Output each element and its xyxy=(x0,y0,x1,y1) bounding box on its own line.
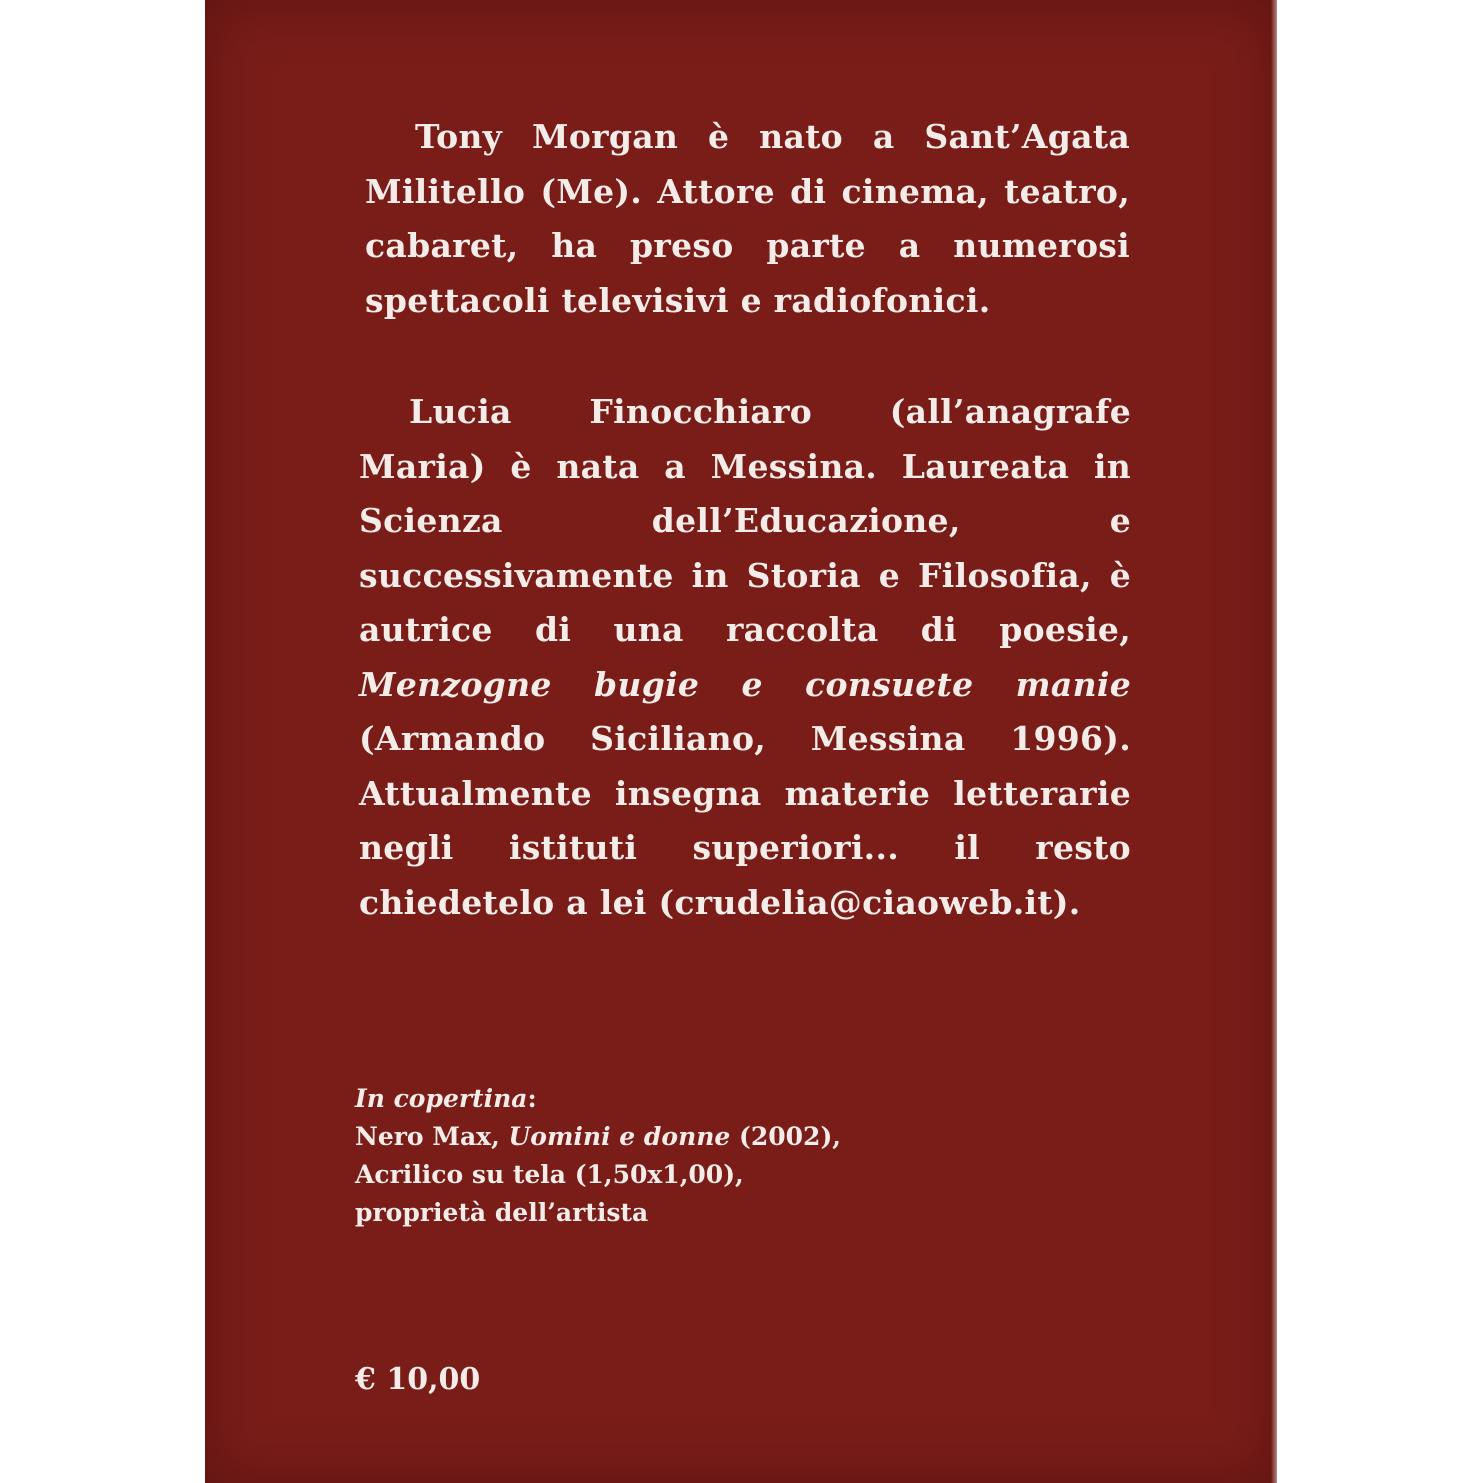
credits-work-title: Uomini e donne xyxy=(508,1122,731,1151)
book-title: Menzogne bugie e consuete manie xyxy=(359,664,1131,704)
bio-lucia-text-after: (Armando Siciliano, Messina 1996). Attualmente insegna materie letterarie negli istituti superiori... il resto chiedetelo a lei (crudelia@ciaoweb.it). xyxy=(359,719,1131,922)
price-label: € 10,00 xyxy=(355,1362,481,1397)
bio-lucia-finocchiaro xyxy=(359,385,1131,930)
bio-tony-morgan: Tony Morgan è nato a Sant’Agata Militello (Me). Attore di cinema, teatro, cabaret, ha preso parte a numerosi spettacoli televisivi e radiofonici. xyxy=(365,117,1130,320)
credits-year: (2002), xyxy=(730,1122,841,1151)
credits-artwork xyxy=(355,1118,841,1156)
credits-medium: Acrilico su tela (1,50x1,00), xyxy=(355,1160,744,1189)
cover-credits xyxy=(355,1080,841,1232)
credits-label: In copertina xyxy=(355,1084,528,1113)
credits-artist: Nero Max, xyxy=(355,1122,509,1151)
bio-lucia-text-before: Lucia Finocchiaro (all’anagrafe Maria) è nata a Messina. Laureata in Scienza dell’Educazione, e successivamente in Storia e Filosofia, è autrice di una raccolta di poesie, xyxy=(359,392,1131,649)
credits-label-suffix: : xyxy=(527,1084,537,1113)
credits-heading xyxy=(355,1080,841,1118)
credits-ownership: proprietà dell’artista xyxy=(355,1198,649,1227)
back-cover xyxy=(205,0,1277,1483)
